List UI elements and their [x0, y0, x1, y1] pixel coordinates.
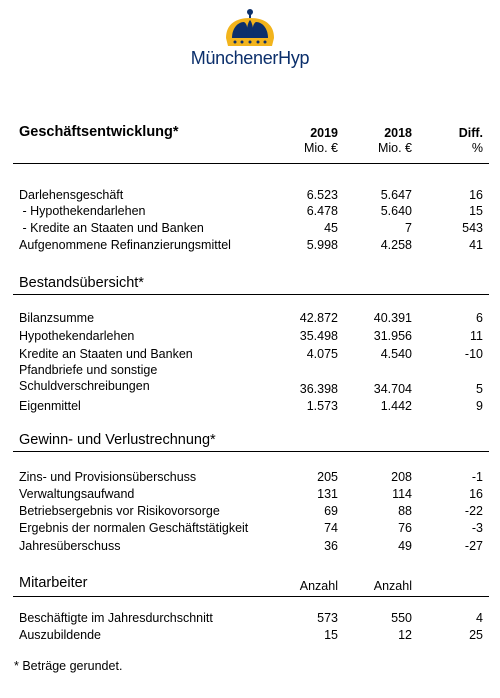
row-label: Betriebsergebnis vor Risikovorsorge	[19, 504, 220, 518]
section-title-stock: Bestandsübersicht*	[19, 275, 144, 291]
row-label: - Hypothekendarlehen	[19, 204, 146, 218]
value-2019: 36	[324, 539, 338, 553]
diff-label: Diff.	[458, 126, 483, 140]
value-2018: 114	[392, 487, 412, 501]
value-2019: 1.573	[306, 399, 338, 413]
value-2018: 88	[398, 504, 412, 518]
value-2019: 4.075	[306, 347, 338, 361]
value-2019: 205	[317, 470, 338, 484]
value-2019: 131	[317, 487, 338, 501]
value-2019: 35.498	[299, 329, 338, 343]
row-label: Eigenmittel	[19, 399, 81, 413]
table-row	[0, 503, 500, 519]
table-row	[0, 469, 500, 485]
value-2018: 550	[391, 611, 412, 625]
crown-icon	[220, 8, 280, 48]
value-diff: -22	[464, 504, 483, 518]
value-diff: 5	[476, 382, 483, 396]
table-row	[0, 486, 500, 502]
divider	[13, 294, 489, 295]
table-row	[0, 237, 500, 253]
value-diff: 16	[469, 487, 483, 501]
row-label: Bilanzsumme	[19, 311, 95, 325]
table-row	[0, 362, 500, 378]
value-diff: 543	[462, 221, 483, 235]
value-diff: 16	[469, 188, 483, 202]
row-label: Aufgenommene Refinanzierungsmittel	[19, 238, 231, 252]
section-title-staff: Mitarbeiter	[19, 575, 88, 591]
year-label: 2018	[384, 126, 412, 140]
value-2018: 7	[405, 221, 412, 235]
year-label: 2019	[310, 126, 338, 140]
value-2019: 15	[324, 628, 338, 642]
value-diff: -3	[471, 521, 483, 535]
value-2019: 74	[324, 521, 338, 535]
table-row	[0, 610, 500, 626]
row-label: Zins- und Provisionsüberschuss	[19, 470, 197, 484]
value-2018: 4.540	[380, 347, 412, 361]
value-diff: -1	[471, 470, 483, 484]
row-label: Hypothekendarlehen	[19, 329, 135, 343]
value-2019: 5.998	[306, 238, 338, 252]
value-diff: 41	[469, 238, 483, 252]
value-2019: 45	[324, 221, 338, 235]
table-row	[0, 328, 500, 344]
row-label: Jahresüberschuss	[19, 539, 121, 553]
table-row-values	[0, 381, 500, 397]
table-row	[0, 187, 500, 203]
value-diff: -10	[464, 347, 483, 361]
staff-column-headers	[0, 578, 500, 594]
column-header-diff	[430, 126, 483, 156]
row-label: - Kredite an Staaten und Banken	[19, 221, 204, 235]
value-2018: 31.956	[373, 329, 412, 343]
value-diff: 11	[470, 329, 483, 343]
value-2019: 6.478	[306, 204, 338, 218]
value-2018: 76	[398, 521, 412, 535]
row-label: Verwaltungsaufwand	[19, 487, 135, 501]
table-row	[0, 538, 500, 554]
value-2018: 12	[398, 628, 412, 642]
value-2019: 36.398	[299, 382, 338, 396]
value-2018: 49	[398, 539, 412, 553]
divider	[13, 451, 489, 452]
column-header-2019	[272, 126, 338, 156]
unit-label: %	[471, 141, 483, 155]
table-row	[0, 220, 500, 236]
brand-logo	[0, 8, 500, 69]
table-row	[0, 203, 500, 219]
value-2019: 69	[324, 504, 338, 518]
row-label: Schuldverschreibungen	[19, 379, 150, 393]
value-2018: 5.640	[380, 204, 412, 218]
column-header-2018	[346, 126, 412, 156]
value-2019: 6.523	[306, 188, 338, 202]
row-label: Auszubildende	[19, 628, 102, 642]
value-diff: 4	[476, 611, 483, 625]
value-2018: 4.258	[380, 238, 412, 252]
value-diff: -27	[464, 539, 483, 553]
brand-name: MünchenerHyp	[190, 48, 310, 68]
column-header-count: Anzahl	[299, 579, 338, 593]
row-label: Pfandbriefe und sonstige	[19, 363, 158, 377]
column-header-count: Anzahl	[373, 579, 412, 593]
row-label: Darlehensgeschäft	[19, 188, 124, 202]
section-title-income: Gewinn- und Verlustrechnung*	[19, 432, 216, 448]
footnote: * Beträge gerundet.	[14, 659, 123, 673]
divider	[13, 596, 489, 597]
divider	[13, 163, 489, 164]
table-row	[0, 310, 500, 326]
value-2019: 573	[317, 611, 338, 625]
value-diff: 15	[469, 204, 483, 218]
table-row	[0, 398, 500, 414]
table-row	[0, 627, 500, 643]
value-2019: 42.872	[299, 311, 338, 325]
section-title-business: Geschäftsentwicklung*	[19, 124, 179, 140]
value-diff: 6	[476, 311, 483, 325]
value-2018: 5.647	[380, 188, 412, 202]
unit-label: Mio. €	[377, 141, 412, 155]
value-2018: 208	[391, 470, 412, 484]
value-2018: 40.391	[373, 311, 412, 325]
value-2018: 34.704	[373, 382, 412, 396]
table-row	[0, 520, 500, 536]
row-label: Ergebnis der normalen Geschäftstätigkeit	[19, 521, 249, 535]
row-label: Kredite an Staaten und Banken	[19, 347, 193, 361]
row-label: Beschäftigte im Jahresdurchschnitt	[19, 611, 213, 625]
value-diff: 9	[476, 399, 483, 413]
value-diff: 25	[469, 628, 483, 642]
unit-label: Mio. €	[303, 141, 338, 155]
value-2018: 1.442	[380, 399, 412, 413]
table-row	[0, 346, 500, 362]
